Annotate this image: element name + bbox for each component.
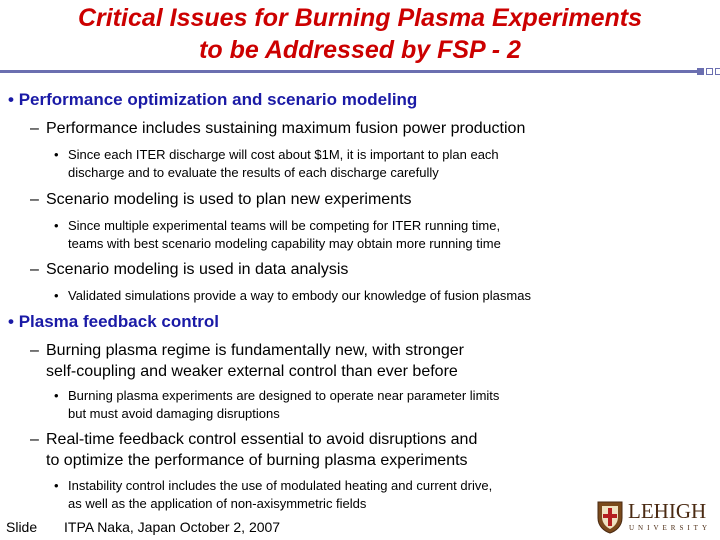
sub-list-item: • Since each ITER discharge will cost about $1M, it is important to plan each	[54, 147, 499, 162]
sub-list-item: • Instability control includes the use of modulated heating and current drive,	[54, 478, 493, 493]
list-item: – Burning plasma regime is fundamentally new, with stronger	[30, 342, 464, 359]
footer-event: ITPA Naka, Japan October 2, 2007	[64, 519, 281, 535]
list-item: – Scenario modeling is used to plan new experiments	[30, 191, 412, 208]
section-heading: • Plasma feedback control	[8, 312, 219, 331]
sub-list-item-cont: but must avoid damaging disruptions	[68, 406, 280, 421]
logo-name: LEHIGH	[628, 499, 707, 523]
sub-list-item: • Validated simulations provide a way to embody our knowledge of fusion plasmas	[54, 288, 531, 303]
footer-slide-label: Slide	[6, 519, 38, 535]
sub-list-item-cont: discharge and to evaluate the results of each discharge carefully	[68, 165, 439, 180]
title-divider	[0, 70, 700, 73]
list-item-cont: to optimize the performance of burning plasma experiments	[46, 452, 468, 469]
section-heading: • Performance optimization and scenario modeling	[8, 90, 418, 109]
university-logo	[596, 499, 720, 535]
sub-list-item-cont: as well as the application of non-axisymmetric fields	[68, 496, 367, 511]
sub-list-item: • Since multiple experimental teams will be competing for ITER running time,	[54, 218, 501, 233]
list-item: – Performance includes sustaining maximum fusion power production	[30, 120, 526, 137]
divider-squares	[697, 68, 720, 75]
sub-list-item: • Burning plasma experiments are designed to operate near parameter limits	[54, 388, 500, 403]
title-line-1: Critical Issues for Burning Plasma Experiments	[77, 4, 643, 32]
title-line-2: to be Addressed by FSP - 2	[199, 36, 521, 64]
sub-list-item-cont: teams with best scenario modeling capability may obtain more running time	[68, 236, 501, 251]
list-item-cont: self-coupling and weaker external control than ever before	[46, 363, 458, 380]
logo-subtitle: UNIVERSITY	[629, 524, 711, 532]
shield-icon	[596, 500, 624, 534]
list-item: – Real-time feedback control essential to avoid disruptions and	[30, 431, 478, 448]
slide-title	[0, 2, 720, 66]
list-item: – Scenario modeling is used in data analysis	[30, 261, 349, 278]
